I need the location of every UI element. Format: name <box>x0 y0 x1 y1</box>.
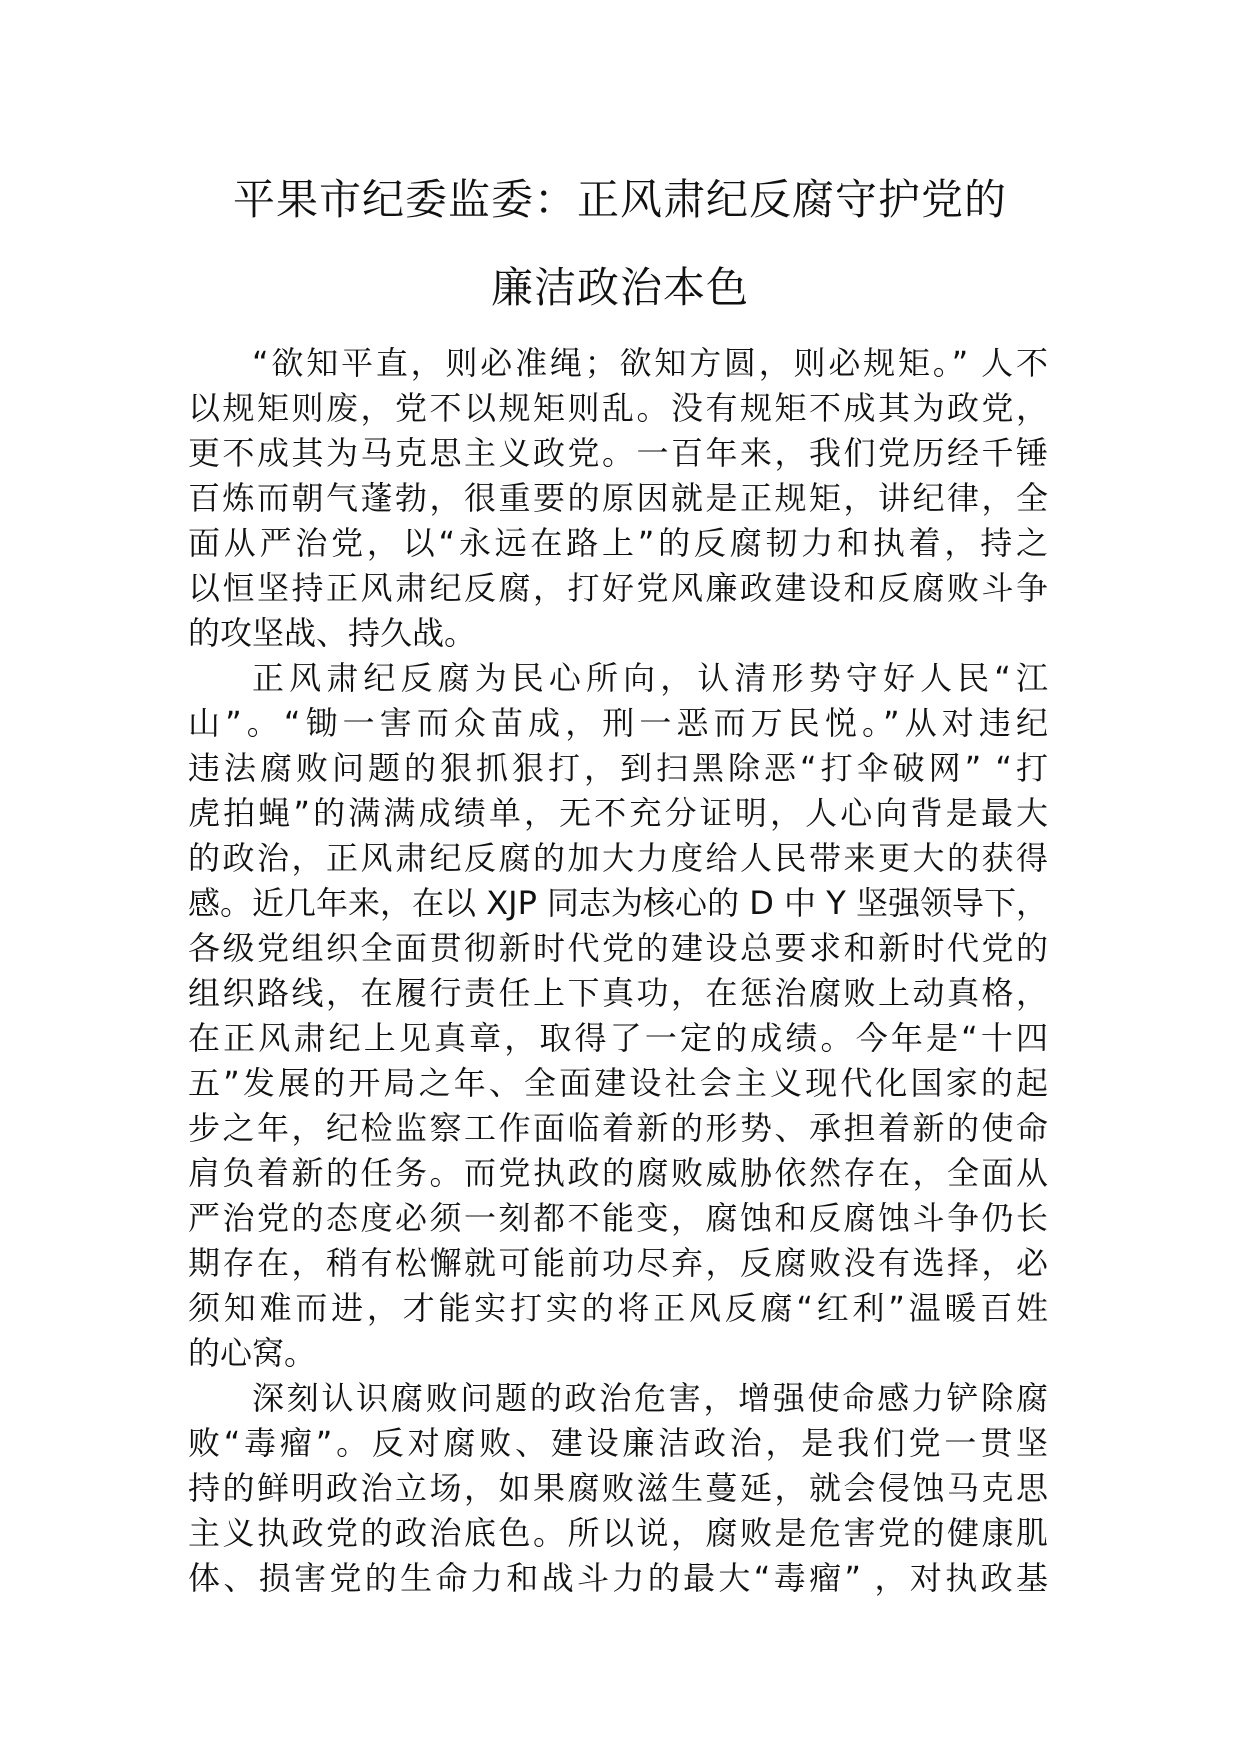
paragraph-3-line: 深刻认识腐败问题的政治危害，增强使命感力铲除腐 <box>252 1379 1048 1417</box>
document-title-line-1: 平果市纪委监委：正风肃纪反腐守护党的 <box>232 175 1007 224</box>
paragraph-2-line: 的政治，正风肃纪反腐的加大力度给人民带来更大的获得 <box>188 839 1048 877</box>
paragraph-2-line: 五”发展的开局之年、全面建设社会主义现代化国家的起 <box>188 1064 1048 1102</box>
paragraph-2-line: 虎拍蝇”的满满成绩单，无不充分证明，人心向背是最大 <box>188 794 1048 832</box>
paragraph-2-line: 的心窝。 <box>188 1334 317 1372</box>
paragraph-1-line: 更不成其为马克思主义政党。一百年来，我们党历经千锤 <box>188 434 1048 472</box>
paragraph-2-line: 正风肃纪反腐为民心所向，认清形势守好人民“江 <box>252 659 1048 697</box>
paragraph-3-line: 败“毒瘤”。反对腐败、建设廉洁政治，是我们党一贯坚 <box>188 1424 1048 1462</box>
paragraph-2-line: 步之年，纪检监察工作面临着新的形势、承担着新的使命 <box>188 1109 1048 1147</box>
paragraph-1-line: 百炼而朝气蓬勃，很重要的原因就是正规矩，讲纪律，全 <box>188 479 1048 517</box>
paragraph-3-line: 持的鲜明政治立场，如果腐败滋生蔓延，就会侵蚀马克思 <box>188 1469 1048 1507</box>
paragraph-2-line: 期存在，稍有松懈就可能前功尽弃，反腐败没有选择，必 <box>188 1244 1048 1282</box>
paragraph-2-line: 各级党组织全面贯彻新时代党的建设总要求和新时代党的 <box>188 929 1048 967</box>
document-body <box>188 341 1048 1601</box>
paragraph-3-line: 体、损害党的生命力和战斗力的最大“毒瘤” ，对执政基 <box>188 1559 1048 1597</box>
paragraph-1-line: 的攻坚战、持久战。 <box>188 614 477 652</box>
document-title-line-2: 廉洁政治本色 <box>490 263 749 312</box>
paragraph-2-line: 严治党的态度必须一刻都不能变，腐蚀和反腐蚀斗争仍长 <box>188 1199 1048 1237</box>
paragraph-2-line: 山”。“锄一害而众苗成，刑一恶而万民悦。”从对违纪 <box>188 704 1048 742</box>
paragraph-2-line: 感。近几年来，在以 XJP 同志为核心的 D 中 Y 坚强领导下， <box>188 884 1048 922</box>
paragraph-3-line: 主义执政党的政治底色。所以说，腐败是危害党的健康肌 <box>188 1514 1048 1552</box>
paragraph-1-line: “欲知平直，则必准绳；欲知方圆，则必规矩。” 人不 <box>252 344 1048 382</box>
paragraph-1-line: 以恒坚持正风肃纪反腐，打好党风廉政建设和反腐败斗争 <box>188 569 1048 607</box>
paragraph-1-line: 以规矩则废，党不以规矩则乱。没有规矩不成其为政党， <box>188 389 1048 427</box>
paragraph-2-line: 违法腐败问题的狠抓狠打，到扫黑除恶“打伞破网” “打 <box>188 749 1048 787</box>
paragraph-2-line: 在正风肃纪上见真章，取得了一定的成绩。今年是“十四 <box>188 1019 1048 1057</box>
paragraph-2-line: 须知难而进，才能实打实的将正风反腐“红利”温暖百姓 <box>188 1289 1048 1327</box>
paragraph-2-line: 肩负着新的任务。而党执政的腐败威胁依然存在，全面从 <box>188 1154 1048 1192</box>
paragraph-2-line: 组织路线，在履行责任上下真功，在惩治腐败上动真格， <box>188 974 1048 1012</box>
paragraph-1-line: 面从严治党，以“永远在路上”的反腐韧力和执着，持之 <box>188 524 1048 562</box>
